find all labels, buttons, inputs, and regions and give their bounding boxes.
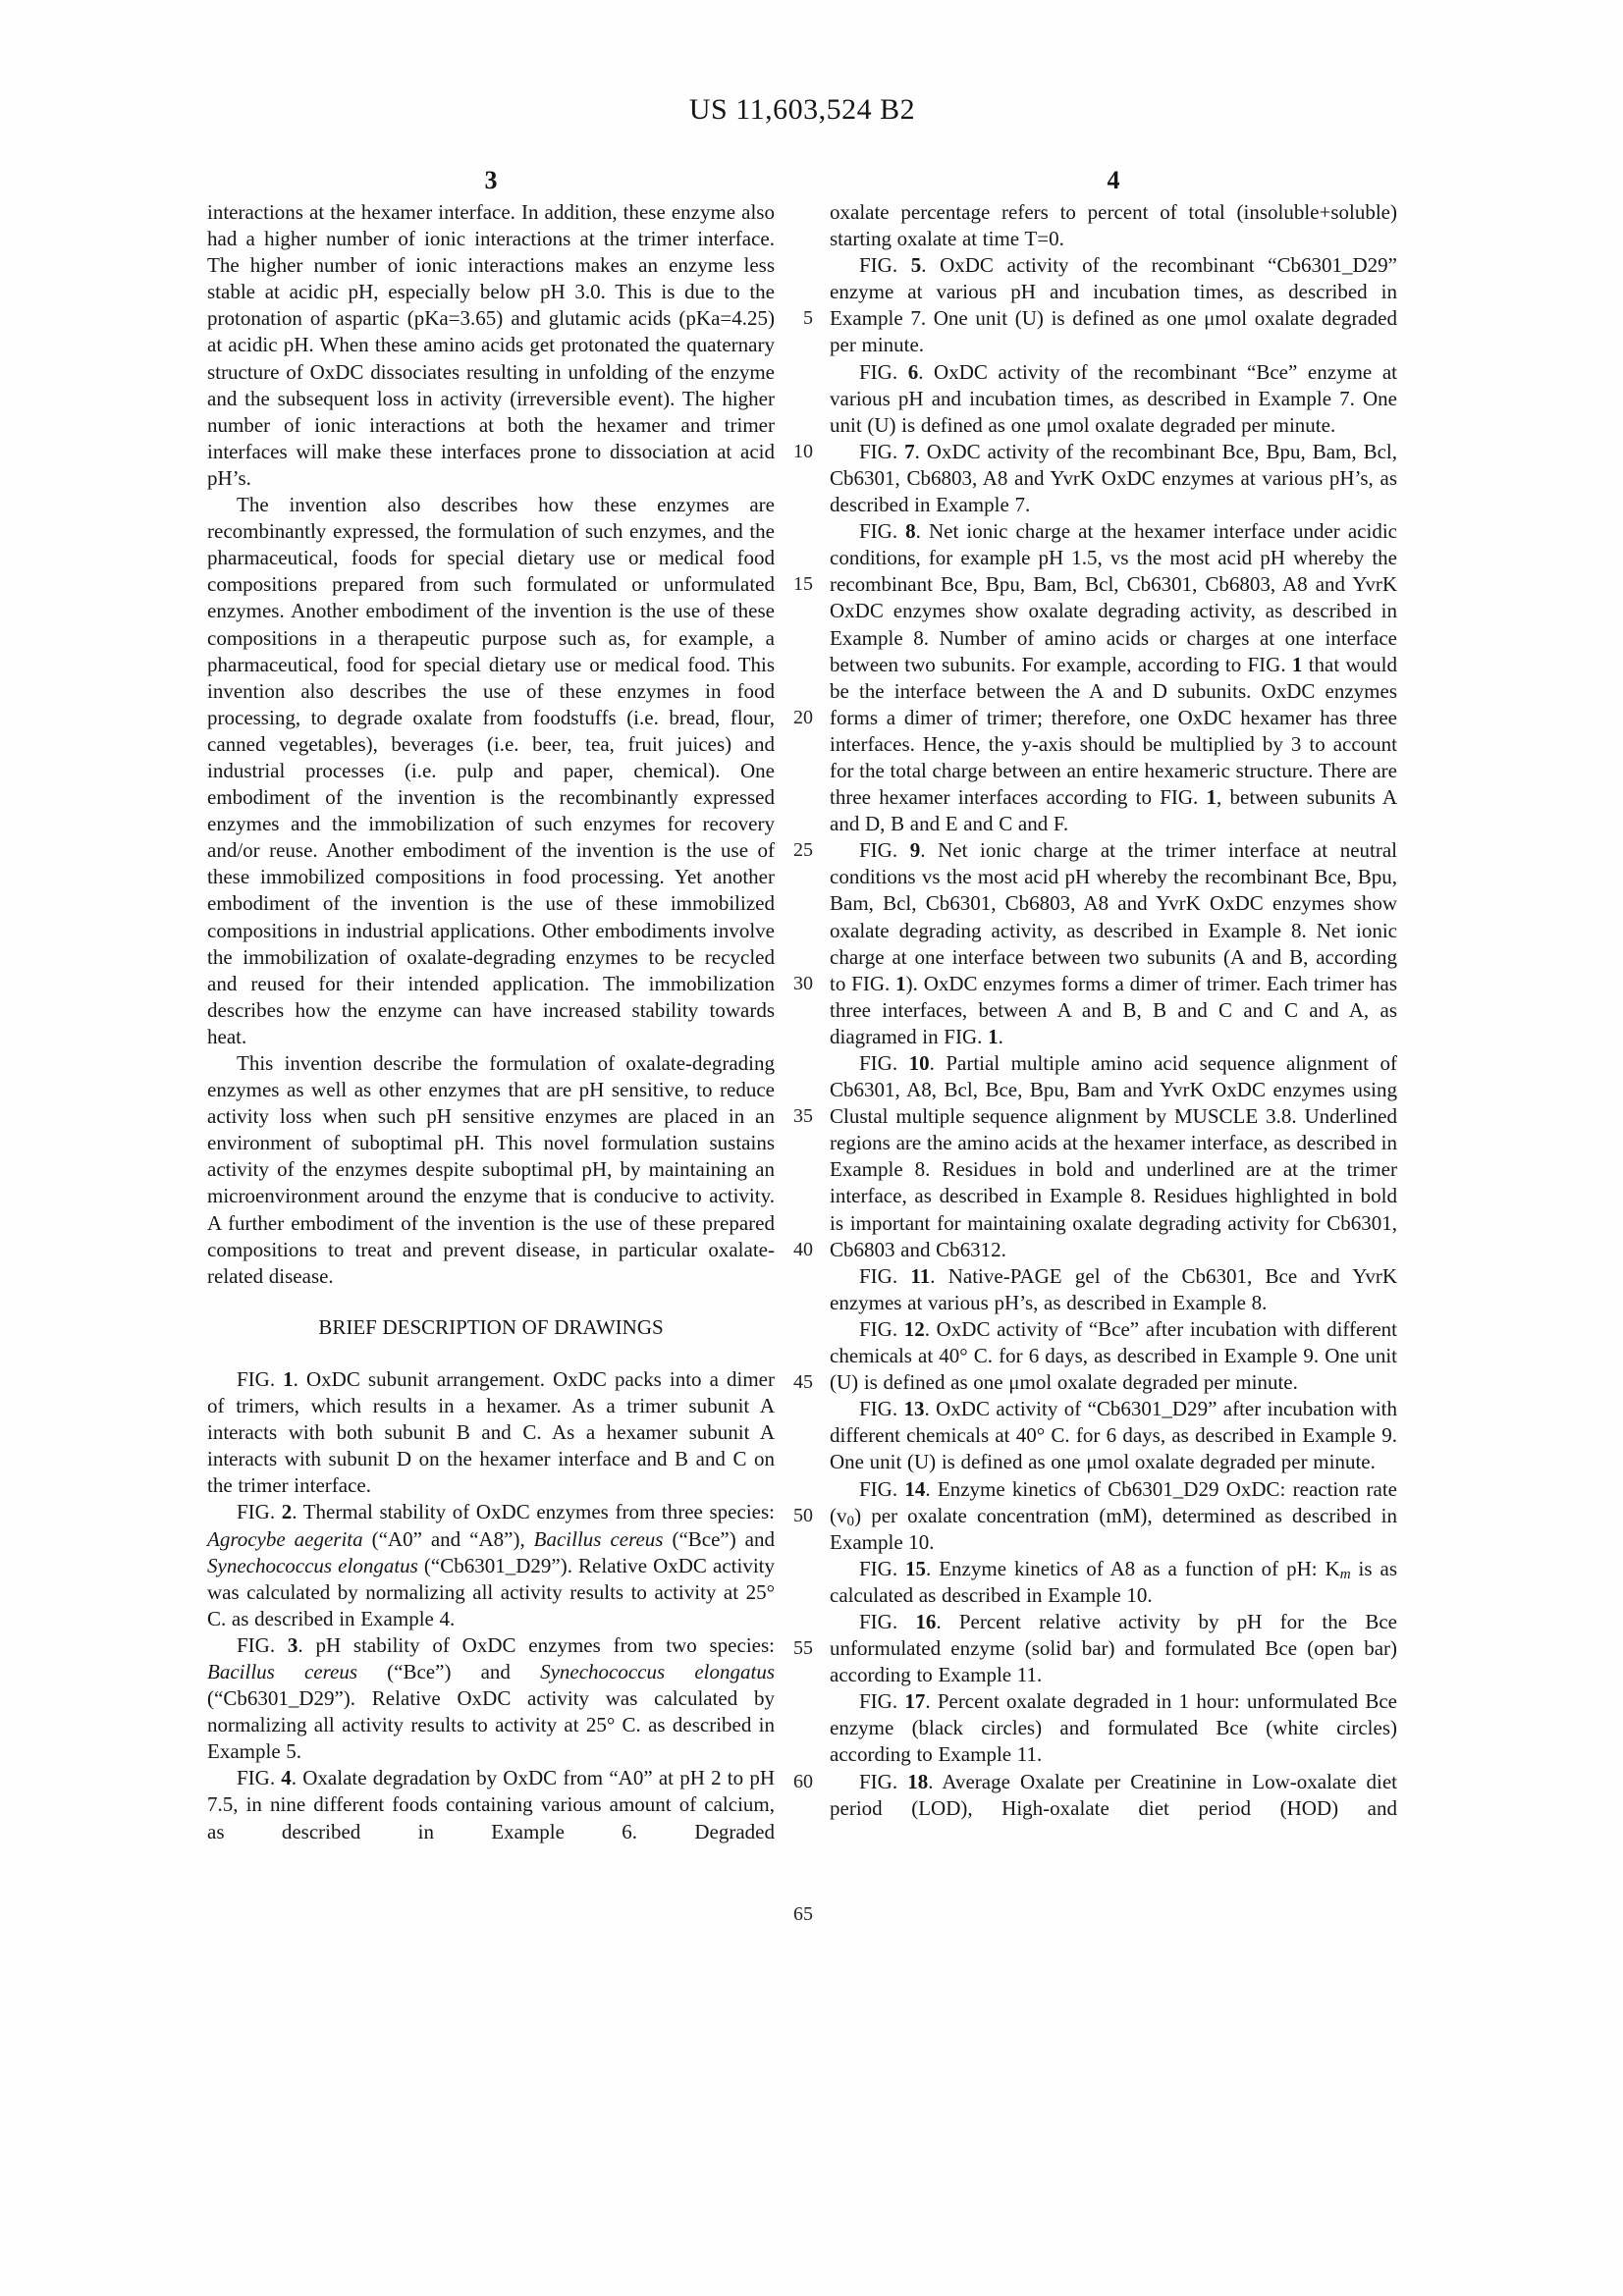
paragraph [830,439,1397,518]
paragraph [830,1263,1397,1316]
text-run: 17 [904,1689,926,1714]
text-run: Synechococcus elongatus [540,1659,775,1683]
text-run: . Oxalate degradation by OxDC from “A0” at pH 2 to pH 7.5, in nine different foods containing various amount of calcium, as described in Example 6. Degraded [207,1766,775,1843]
text-run: . Enzyme kinetics of Cb6301_D29 OxDC: reaction rate (v [830,1476,1397,1527]
text-run: that would be the interface between the A and D subunits. OxDC enzymes forms a dimer of trimer; therefore, one OxDC hexamer has three interfaces. Hence, the y-axis should be multiplied by 3 to account for the total charge between an entire hexameric structure. There are three hexamer interfaces according to FIG. [830,652,1397,810]
text-run: Synechococcus elongatus [207,1553,418,1577]
line-number: 45 [793,1371,813,1394]
text-run: (“Bce”) and [357,1659,541,1683]
paragraph [207,492,775,1050]
text-run: . Average Oxalate per Creatinine in Low-oxalate diet period (LOD), High-oxalate diet period (HOD) and [830,1769,1397,1820]
text-run: FIG. [859,1263,911,1288]
paragraph [207,1366,775,1499]
line-number: 40 [793,1238,813,1260]
paragraph [830,1050,1397,1263]
paragraph [830,1688,1397,1768]
text-run: 4 [281,1766,292,1790]
text-run: . [998,1024,1003,1048]
text-run: FIG. [859,1609,916,1633]
paragraph [830,1476,1397,1556]
text-run: Bacillus cereus [533,1526,664,1551]
text-run: (“Bce”) and [663,1526,776,1551]
text-run: m [1339,1567,1351,1583]
paragraph [830,199,1397,252]
text-run: 11 [910,1263,931,1288]
text-run: . Thermal stability of OxDC enzymes from three species: [292,1500,775,1524]
text-run: . Partial multiple amino acid sequence alignment of Cb6301, A8, Bcl, Bce, Bpu, Bam and YvrK OxDC enzymes using Clustal multiple sequence alignment by MUSCLE 3.8. Underlined regions are the amino acids at the hexamer interface, as described in Example 8. Residues in bold and underlined are at the trimer interface, as described in Example 8. Residues highlighted in bold is important for maintaining oxalate degrading activity for Cb6301, Cb6803 and Cb6312. [830,1051,1397,1261]
text-run: The invention also describes how these enzymes are recombinantly expressed, the formulation of such enzymes, and the pharmaceutical, foods for special dietary use or medical food compositions prepared from such formulated or unformulated enzymes. Another embodiment of the invention is the use of these compositions in a therapeutic purpose such as, for example, a pharmaceutical, food for special dietary use or medical food. This invention also describes the use of these enzymes in food processing, to degrade oxalate from foodstuffs (i.e. bread, flour, canned vegetables), beverages (i.e. beer, tea, fruit juices) and industrial processes (i.e. pulp and paper, chemical). One embodiment of the invention is the recombinantly expressed enzymes and the immobilization of such enzymes for recovery and/or reuse. Another embodiment of the invention is the use of these immobilized compositions in food processing. Yet another embodiment of the invention is the use of these immobilized compositions in industrial applications. Other embodiments involve the immobilization of oxalate-degrading enzymes to be recycled and reused for their intended application. The immobilization describes how the enzyme can have increased stability towards heat. [207,493,775,1048]
text-run: 18 [907,1769,929,1793]
text-run: (“Cb6301_D29”). Relative OxDC activity was calculated by normalizing all activity results to activity at 25° C. as described in Example 5. [207,1686,775,1764]
text-run: (“Cb6301_D29”). Relative OxDC activity was calculated by normalizing all activity results to activity at 25° C. as described in Example 4. [207,1553,775,1630]
text-run: FIG. [237,1500,282,1524]
section-heading [207,1314,775,1341]
line-number: 25 [793,839,813,862]
text-run: FIG. [859,1769,908,1793]
text-run: BRIEF DESCRIPTION OF DRAWINGS [318,1314,664,1339]
text-run: . Net ionic charge at the hexamer interface under acidic conditions, for example pH 1.5, vs the most acid pH whereby the recombinant Bce, Bpu, Bam, Bcl, Cb6301, Cb6803, A8 and YvrK OxDC enzymes show oxalate degrading activity, as described in Example 8. Number of amino acids or charges at one interface between two subunits. For example, according to FIG. [830,519,1397,676]
paragraph [830,252,1397,358]
text-run: 14 [904,1476,926,1501]
text-run: FIG. [859,1397,904,1421]
text-run: . Percent oxalate degraded in 1 hour: unformulated Bce enzyme (black circles) and formulated Bce (white circles) according to Example 11. [830,1689,1397,1767]
paragraph [830,1396,1397,1475]
text-run: 1 [283,1366,294,1391]
text-run: 0 [846,1513,855,1529]
text-run: . OxDC activity of the recombinant Bce, Bpu, Bam, Bcl, Cb6301, Cb6803, A8 and YvrK OxDC enzymes at various pH’s, as described in Example 7. [830,439,1398,517]
text-run: 8 [905,519,916,544]
text-run: FIG. [237,1632,288,1657]
line-number: 5 [803,307,813,330]
line-number: 15 [793,573,813,596]
text-run: 13 [903,1397,925,1421]
text-run: . pH stability of OxDC enzymes from two species: [298,1632,775,1657]
line-number: 65 [793,1903,813,1926]
paragraph [830,359,1397,439]
text-run: 1 [988,1024,999,1048]
paragraph [207,199,775,492]
line-number-gutter [772,0,815,2296]
line-number: 60 [793,1770,813,1792]
line-number: 10 [793,440,813,462]
text-run: . Net ionic charge at the trimer interface at neutral conditions vs the most acid pH whereby the recombinant Bce, Bpu, Bam, Bcl, Cb6301, Cb6803, A8 and YvrK OxDC enzymes show oxalate degrading activity, as described in Example 8. Net ionic charge at one interface between two subunits (A and B, according to FIG. [830,838,1397,995]
text-run: FIG. [859,1556,906,1580]
text-run: This invention describe the formulation of oxalate-degrading enzymes as well as other enzymes that are pH sensitive, to reduce activity loss when such pH sensitive enzymes are placed in an environment of suboptimal pH. This novel formulation sustains activity of the enzymes despite suboptimal pH, by maintaining an microenvironment around the enzyme that is conducive to activity. A further embodiment of the invention is the use of these prepared compositions to treat and prevent disease, in particular oxalate-related disease. [207,1051,775,1288]
text-run: , between subunits A and D, B and E and C and F. [830,785,1397,836]
text-run: 2 [281,1500,293,1524]
text-run: FIG. [859,519,906,544]
patent-number: US 11,603,524 B2 [688,93,916,126]
text-run: 15 [905,1556,927,1580]
line-number: 50 [793,1504,813,1526]
text-run: . OxDC activity of “Cb6301_D29” after incubation with different chemicals at 40° C. for 6 days, as described in Example 9. One unit (U) is defined as one μmol oxalate degraded per minute. [830,1397,1397,1474]
text-run: . OxDC subunit arrangement. OxDC packs into a dimer of trimers, which results in a hexamer. As a trimer subunit A interacts with both subunit B and C. As a hexamer subunit A interacts with subunit D on the hexamer interface and B and C on the trimer interface. [207,1366,775,1498]
text-run: . Percent relative activity by pH for the Bce unformulated enzyme (solid bar) and formulated Bce (open bar) according to Example 11. [830,1609,1397,1687]
line-number: 30 [793,972,813,994]
text-run: 1 [1291,652,1303,676]
text-run: . OxDC activity of the recombinant “Cb6301_D29” enzyme at various pH and incubation times, as described in Example 7. One unit (U) is defined as one μmol oxalate degraded per minute. [830,253,1397,357]
paragraph [830,1556,1397,1609]
text-run: oxalate percentage refers to percent of total (insoluble+soluble) starting oxalate at time T=0. [830,200,1397,251]
paragraph [207,1632,775,1765]
line-number: 20 [793,706,813,728]
paragraph [207,1765,775,1844]
text-run: 10 [908,1051,930,1075]
text-run: FIG. [859,1689,905,1714]
text-run: 1 [1206,785,1217,810]
paragraph [830,518,1397,837]
paragraph [830,1316,1397,1396]
text-run: (“A0” and “A8”), [362,1526,534,1551]
paragraph [207,1499,775,1631]
paragraph [830,1609,1397,1688]
text-run: 5 [910,253,922,278]
text-run: FIG. [859,1051,909,1075]
line-number: 55 [793,1637,813,1660]
column-number-left: 3 [484,166,498,194]
text-run: 3 [287,1632,298,1657]
text-run: ) per oxalate concentration (mM), determined as described in Example 10. [830,1503,1397,1554]
text-run: Bacillus cereus [207,1659,358,1683]
text-run: FIG. [859,838,910,863]
text-run: FIG. [237,1766,282,1790]
line-number: 35 [793,1105,813,1128]
text-run: . OxDC activity of the recombinant “Bce” enzyme at various pH and incubation times, as described in Example 7. One unit (U) is defined as one μmol oxalate degraded per minute. [830,359,1397,437]
text-run: FIG. [237,1366,284,1391]
text-run: ). OxDC enzymes forms a dimer of trimer. Each trimer has three interfaces, between A and B, B and C and C and A, as diagramed in FIG. [830,971,1398,1048]
text-run: . Enzyme kinetics of A8 as a function of pH: K [926,1556,1340,1580]
right-column [830,199,1397,1822]
text-run: Agrocybe aegerita [207,1526,363,1551]
paragraph [207,1050,775,1290]
text-run: . OxDC activity of “Bce” after incubation with different chemicals at 40° C. for 6 days, as described in Example 9. One unit (U) is defined as one μmol oxalate degraded per minute. [830,1316,1397,1395]
text-run: FIG. [859,1316,904,1341]
text-run: FIG. [859,253,911,278]
text-run: interactions at the hexamer interface. In addition, these enzyme also had a higher number of ionic interactions at the trimer interface. The higher number of ionic interactions makes an enzyme less stable at acidic pH, especially below pH 3.0. This is due to the protonation of aspartic (pKa=3.65) and glutamic acids (pKa=4.25) at acidic pH. When these amino acids get protonated the quaternary structure of OxDC dissociates resulting in unfolding of the enzyme and the subsequent loss in activity (irreversible event). The higher number of ionic interactions at both the hexamer and trimer interfaces will make these interfaces prone to dissociation at acid pH’s. [207,200,775,490]
text-run: FIG. [859,359,908,384]
text-run: FIG. [859,439,905,463]
text-run: 16 [915,1609,937,1633]
left-column [207,199,775,1845]
paragraph [830,1769,1397,1822]
text-run: 9 [909,838,921,863]
text-run: 6 [907,359,919,384]
text-run: 1 [895,971,906,995]
paragraph [830,837,1397,1050]
text-run: FIG. [859,1476,905,1501]
column-number-right: 4 [1107,166,1120,194]
text-run: is as calculated as described in Example 10. [830,1556,1397,1607]
text-run: 12 [903,1316,925,1341]
text-run: . Native-PAGE gel of the Cb6301, Bce and YvrK enzymes at various pH’s, as described in Example 8. [830,1263,1398,1314]
text-run: 7 [904,439,915,463]
